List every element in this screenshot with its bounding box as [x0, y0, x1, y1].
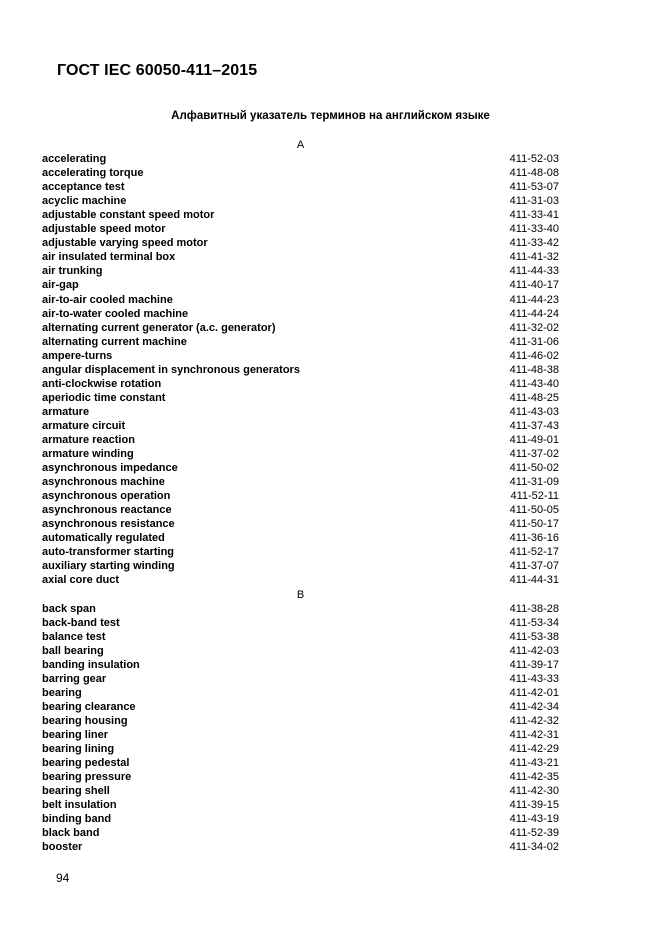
entry-term: bearing pressure [42, 771, 132, 784]
entry-term: alternating current machine [42, 335, 187, 348]
entry-code: 411-34-02 [509, 841, 559, 854]
entry-code: 411-31-06 [509, 335, 559, 348]
entry-code: 411-33-41 [509, 209, 559, 222]
index-entry [42, 658, 559, 672]
entry-code: 411-32-02 [509, 321, 559, 334]
entry-code: 411-36-16 [509, 532, 559, 545]
index-entry [42, 250, 559, 264]
entry-term: automatically regulated [42, 532, 165, 545]
entry-code: 411-44-23 [509, 293, 559, 306]
index-entry [42, 630, 559, 644]
section-letter: B [296, 588, 305, 601]
entry-term: acyclic machine [42, 195, 127, 208]
entry-code: 411-43-33 [509, 672, 559, 685]
index-entry [42, 784, 559, 798]
entry-term: adjustable varying speed motor [42, 237, 208, 250]
index-entry [42, 447, 559, 461]
index-entry [42, 194, 559, 208]
entry-code: 411-37-02 [509, 448, 559, 461]
entry-code: 411-37-43 [509, 419, 559, 432]
index-entry [42, 166, 559, 180]
entry-term: bearing housing [42, 714, 128, 727]
entry-code: 411-41-32 [509, 251, 559, 264]
entry-code: 411-44-31 [509, 574, 559, 587]
index-entry [42, 180, 559, 194]
index-entry [42, 349, 559, 363]
entry-code: 411-40-17 [509, 279, 559, 292]
entry-term: acceptance test [42, 181, 125, 194]
entry-term: air-to-air cooled machine [42, 293, 173, 306]
index-entry [42, 335, 559, 349]
entry-term: back-band test [42, 616, 120, 629]
index-entry [42, 461, 559, 475]
entry-code: 411-42-34 [509, 700, 559, 713]
entry-code: 411-53-07 [509, 181, 559, 194]
entry-term: auxiliary starting winding [42, 560, 175, 573]
entry-code: 411-50-02 [509, 462, 559, 475]
page-number: 94 [56, 871, 70, 885]
index-entry [42, 517, 559, 531]
index-entry [42, 742, 559, 756]
entry-code: 411-42-35 [509, 771, 559, 784]
entry-term: air trunking [42, 265, 103, 278]
entry-term: ampere-turns [42, 349, 113, 362]
entry-code: 411-48-08 [509, 167, 559, 180]
entry-term: barring gear [42, 672, 107, 685]
entry-code: 411-33-40 [509, 223, 559, 236]
index-entry [42, 363, 559, 377]
index-entry [42, 503, 559, 517]
index-entry [42, 208, 559, 222]
entry-code: 411-37-07 [509, 560, 559, 573]
entry-term: black band [42, 827, 100, 840]
entry-code: 411-42-30 [509, 785, 559, 798]
index-entry [42, 321, 559, 335]
document-header: ГОСТ IEC 60050-411–2015 [57, 62, 258, 79]
entry-term: asynchronous reactance [42, 504, 172, 517]
entry-term: bearing liner [42, 728, 109, 741]
entry-code: 411-39-15 [509, 799, 559, 812]
entry-code: 411-52-03 [509, 153, 559, 166]
entry-term: armature reaction [42, 433, 135, 446]
index-entry [42, 545, 559, 559]
entry-code: 411-53-34 [509, 616, 559, 629]
entry-code: 411-49-01 [509, 433, 559, 446]
index-entry [42, 573, 559, 587]
entry-term: air-gap [42, 279, 79, 292]
index-entry [42, 559, 559, 573]
entry-term: accelerating [42, 153, 107, 166]
entry-term: air insulated terminal box [42, 251, 176, 264]
entry-code: 411-42-31 [509, 728, 559, 741]
index-entry [42, 307, 559, 321]
index-entry [42, 840, 559, 854]
index-entry [42, 531, 559, 545]
entry-code: 411-52-39 [509, 827, 559, 840]
entry-term: anti-clockwise rotation [42, 377, 162, 390]
index-entry [42, 433, 559, 447]
entry-code: 411-43-19 [509, 813, 559, 826]
index-entry [42, 391, 559, 405]
entry-code: 411-33-42 [509, 237, 559, 250]
entry-term: asynchronous resistance [42, 518, 175, 531]
entry-term: asynchronous operation [42, 490, 171, 503]
entry-code: 411-52-17 [509, 546, 559, 559]
section-letter: A [296, 139, 305, 151]
index-entry [42, 405, 559, 419]
entry-term: armature [42, 405, 90, 418]
entry-term: adjustable speed motor [42, 223, 166, 236]
entry-code: 411-42-03 [509, 644, 559, 657]
entry-code: 411-48-38 [509, 363, 559, 376]
entry-term: banding insulation [42, 658, 140, 671]
entry-term: balance test [42, 630, 106, 643]
entry-code: 411-31-09 [509, 476, 559, 489]
index-entry [42, 826, 559, 840]
index-entry [42, 264, 559, 278]
index-entry [42, 756, 559, 770]
entry-code: 411-44-33 [509, 265, 559, 278]
entry-term: booster [42, 841, 83, 854]
index-entry [42, 236, 559, 250]
entry-term: adjustable constant speed motor [42, 209, 215, 222]
index-entry [42, 475, 559, 489]
index-entry [42, 222, 559, 236]
entry-term: binding band [42, 813, 112, 826]
entry-code: 411-50-17 [509, 518, 559, 531]
entry-code: 411-53-38 [509, 630, 559, 643]
index-entry [42, 419, 559, 433]
entry-term: bearing pedestal [42, 757, 130, 770]
index-entry [42, 812, 559, 826]
entry-code: 411-38-28 [509, 602, 559, 615]
entry-code: 411-42-32 [509, 714, 559, 727]
index-entry [42, 602, 559, 616]
index-entry [42, 686, 559, 700]
term-index-list [42, 138, 559, 854]
entry-code: 411-31-03 [509, 195, 559, 208]
index-entry [42, 728, 559, 742]
entry-code: 411-42-01 [509, 686, 559, 699]
entry-code: 411-52-11 [510, 490, 559, 503]
entry-term: alternating current generator (a.c. generator) [42, 321, 276, 334]
entry-term: belt insulation [42, 799, 117, 812]
index-entry [42, 770, 559, 784]
entry-term: auto-transformer starting [42, 546, 175, 559]
index-entry [42, 644, 559, 658]
entry-code: 411-39-17 [509, 658, 559, 671]
entry-code: 411-42-29 [509, 743, 559, 756]
entry-term: angular displacement in synchronous generators [42, 363, 300, 376]
entry-term: bearing shell [42, 785, 110, 798]
entry-term: aperiodic time constant [42, 391, 166, 404]
entry-term: asynchronous impedance [42, 462, 178, 475]
entry-term: armature circuit [42, 419, 126, 432]
index-entry [42, 672, 559, 686]
entry-code: 411-43-21 [509, 757, 559, 770]
entry-code: 411-44-24 [509, 307, 559, 320]
entry-code: 411-43-03 [509, 405, 559, 418]
index-entry [42, 278, 559, 292]
entry-term: armature winding [42, 448, 134, 461]
entry-code: 411-46-02 [509, 349, 559, 362]
index-entry [42, 700, 559, 714]
entry-term: ball bearing [42, 644, 104, 657]
index-entry [42, 798, 559, 812]
index-entry [42, 489, 559, 503]
entry-term: bearing clearance [42, 700, 136, 713]
entry-code: 411-43-40 [509, 377, 559, 390]
index-entry [42, 377, 559, 391]
entry-code: 411-50-05 [509, 504, 559, 517]
entry-term: asynchronous machine [42, 476, 165, 489]
entry-term: bearing [42, 686, 82, 699]
entry-term: air-to-water cooled machine [42, 307, 189, 320]
entry-term: bearing lining [42, 743, 115, 756]
index-entry [42, 293, 559, 307]
entry-term: back span [42, 602, 96, 615]
entry-code: 411-48-25 [509, 391, 559, 404]
index-entry [42, 152, 559, 166]
entry-term: accelerating torque [42, 167, 144, 180]
index-entry [42, 714, 559, 728]
index-entry [42, 616, 559, 630]
index-title: Алфавитный указатель терминов на английском языке [171, 110, 490, 122]
entry-term: axial core duct [42, 574, 120, 587]
